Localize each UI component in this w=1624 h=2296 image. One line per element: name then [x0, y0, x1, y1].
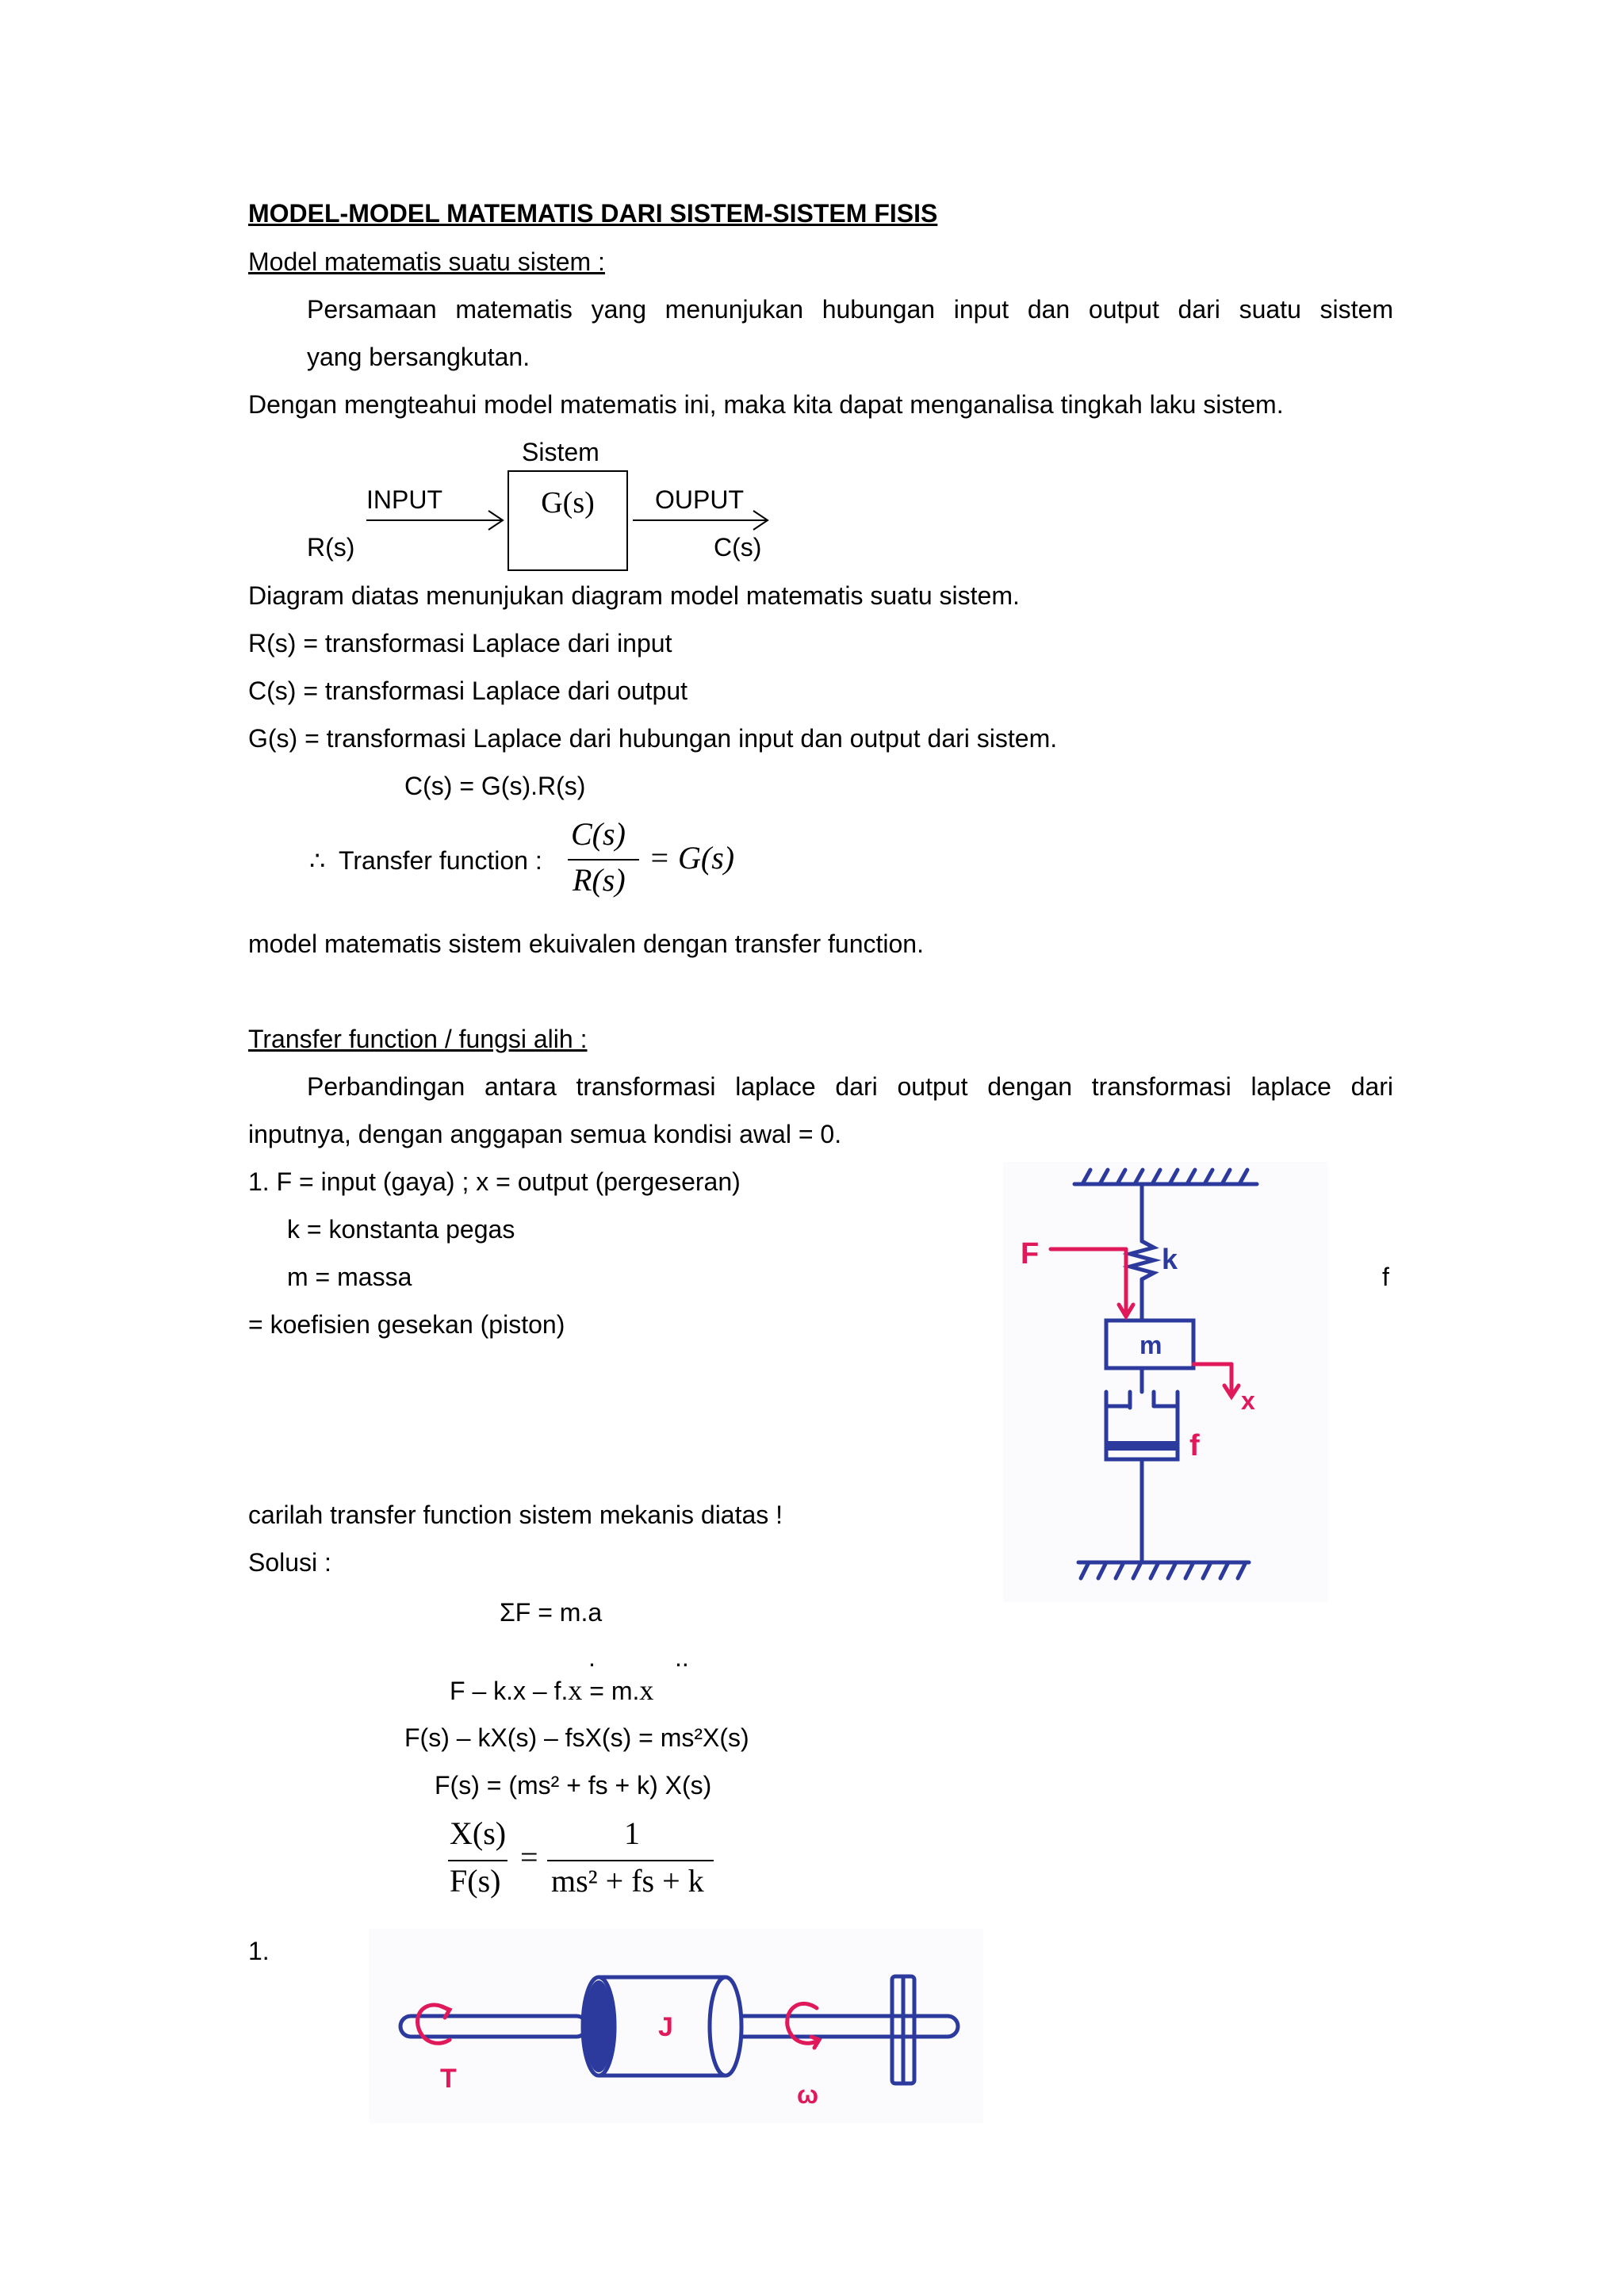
output-signal-label: C(s): [714, 533, 762, 562]
explanation-line: C(s) = transformasi Laplace dari output: [248, 677, 688, 705]
equivalence-statement: model matematis sistem ekuivalen dengan transfer function.: [248, 930, 924, 958]
equation-laplace: F(s) – kX(s) – fsX(s) = ms²X(s): [404, 1723, 749, 1752]
section2-paragraph-line1: Perbandingan antara transformasi laplace dari output dengan transformasi laplace dari: [307, 1072, 1393, 1101]
transfer-block: G(s): [541, 486, 595, 519]
spring-label: k: [1162, 1243, 1178, 1275]
output-x-label: x: [1241, 1386, 1255, 1415]
example1-line2: k = konstanta pegas: [287, 1215, 515, 1244]
final-fraction-numerator: X(s): [450, 1815, 507, 1851]
explanation-line: R(s) = transformasi Laplace dari input: [248, 629, 672, 657]
inertia-label: J: [658, 2012, 673, 2042]
equation-sum-forces: ΣF = m.a: [500, 1598, 603, 1627]
dot-single: .: [588, 1643, 596, 1672]
mass-label: m: [1139, 1331, 1162, 1359]
final-rhs-numerator: 1: [624, 1815, 640, 1851]
example1-line3: m = massa: [287, 1263, 412, 1291]
final-rhs-denominator: ms² + fs + k: [551, 1863, 704, 1899]
equation-force-balance: F – k.x – f.x = m.x: [450, 1674, 654, 1706]
transfer-function-label: Transfer function :: [339, 846, 542, 875]
section1-paragraph-line1: Persamaan matematis yang menunjukan hubungan input dan output dari suatu sistem: [307, 295, 1393, 324]
section1-paragraph2: Dengan mengteahui model matematis ini, maka kita dapat menganalisa tingkah laku sistem.: [248, 390, 1284, 419]
explanation-line: G(s) = transformasi Laplace dari hubungan input dan output dari sistem.: [248, 724, 1058, 753]
system-label: Sistem: [522, 438, 599, 466]
torque-label: T: [440, 2064, 457, 2094]
page-title: MODEL-MODEL MATEMATIS DARI SISTEM-SISTEM FISIS: [248, 199, 938, 228]
damper-label: f: [1189, 1429, 1200, 1462]
output-label: OUPUT: [655, 485, 744, 514]
force-label: F: [1021, 1237, 1040, 1271]
section1-paragraph-line2: yang bersangkutan.: [307, 343, 530, 371]
example1-line1: 1. F = input (gaya) ; x = output (pergeseran): [248, 1167, 741, 1196]
section2-title: Transfer function / fungsi alih :: [248, 1025, 588, 1053]
fraction-rhs: = G(s): [649, 840, 735, 876]
final-fraction-equals: =: [520, 1839, 538, 1875]
section2-paragraph-line2: inputnya, dengan anggapan semua kondisi awal = 0.: [248, 1120, 842, 1148]
input-signal-label: R(s): [307, 533, 355, 562]
fraction-denominator: R(s): [573, 862, 626, 898]
angular-velocity-label: ω: [797, 2080, 819, 2109]
final-fraction-denominator: F(s): [450, 1863, 501, 1899]
relation-equation: C(s) = G(s).R(s): [404, 772, 586, 800]
fraction-numerator: C(s): [571, 816, 626, 852]
example2-number: 1.: [248, 1937, 270, 1965]
therefore-symbol: ∴: [309, 846, 326, 875]
explanation-line: Diagram diatas menunjukan diagram model matematis suatu sistem.: [248, 581, 1020, 610]
equation-factored: F(s) = (ms² + fs + k) X(s): [435, 1771, 712, 1800]
example1-question: carilah transfer function sistem mekanis diatas !: [248, 1501, 783, 1529]
example1-line4: = koefisien gesekan (piston): [248, 1310, 565, 1339]
section1-title: Model matematis suatu sistem :: [248, 247, 605, 276]
dot-double: ..: [675, 1643, 689, 1672]
example1-f-char: f: [1382, 1263, 1389, 1291]
solution-label: Solusi :: [248, 1548, 331, 1577]
input-label: INPUT: [366, 485, 442, 514]
rotational-system-drawing: [369, 1929, 983, 2123]
